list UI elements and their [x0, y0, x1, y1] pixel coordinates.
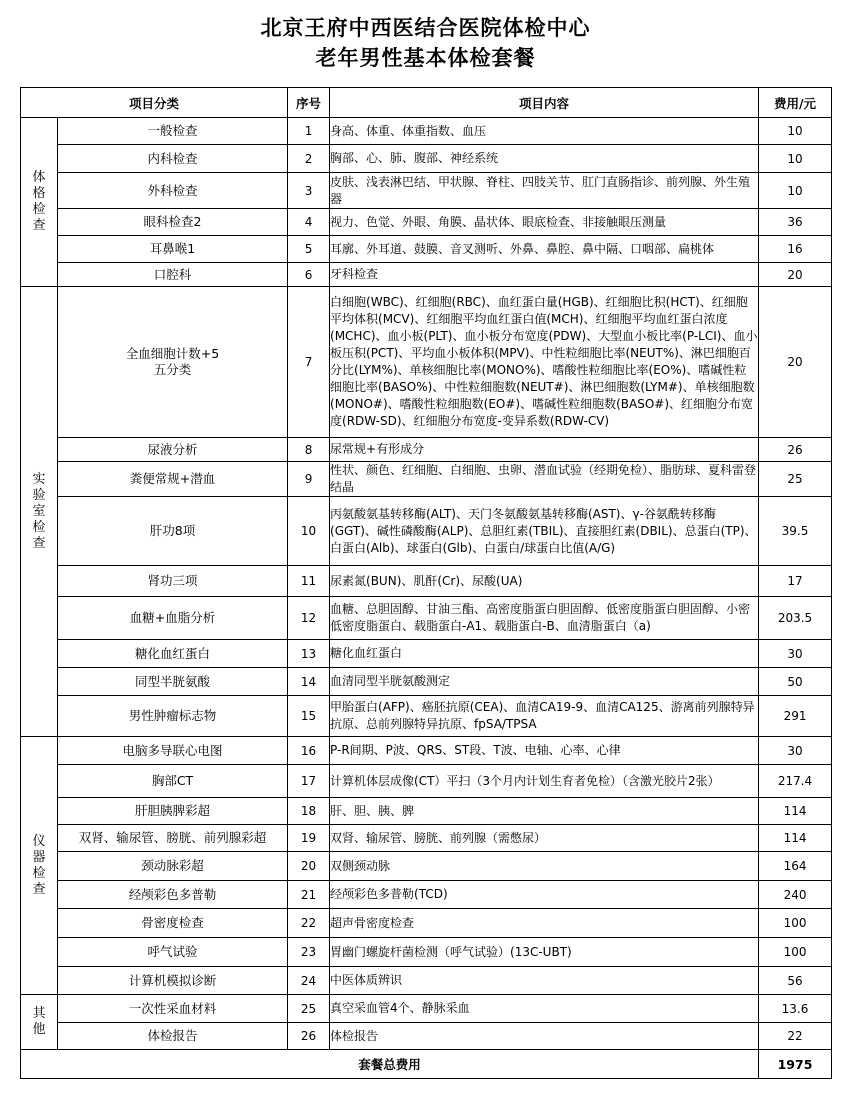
table-row — [21, 852, 832, 881]
item-seq: 5 — [288, 236, 330, 263]
table-row — [21, 497, 832, 566]
item-content: 体检报告 — [330, 1023, 759, 1050]
item-content: 双肾、输尿管、膀胱、前列腺（需憋尿） — [330, 825, 759, 852]
table-row — [21, 967, 832, 995]
item-seq: 15 — [288, 696, 330, 737]
table-row — [21, 287, 832, 438]
page-subtitle: 老年男性基本体检套餐 — [315, 46, 536, 70]
total-value: 1975 — [759, 1050, 832, 1079]
item-name: 一次性采血材料 — [58, 995, 288, 1023]
item-content: P-R间期、P波、QRS、ST段、T波、电轴、心率、心律 — [330, 737, 759, 765]
item-seq: 1 — [288, 118, 330, 145]
item-seq: 18 — [288, 798, 330, 825]
item-name: 耳鼻喉1 — [58, 236, 288, 263]
table-row — [21, 118, 832, 145]
item-fee: 203.5 — [759, 597, 832, 640]
item-seq: 3 — [288, 173, 330, 209]
item-content: 经颅彩色多普勒(TCD) — [330, 881, 759, 909]
item-fee: 114 — [759, 798, 832, 825]
item-fee: 10 — [759, 173, 832, 209]
item-name: 肾功三项 — [58, 566, 288, 597]
item-fee: 30 — [759, 640, 832, 668]
item-content: 甲胎蛋白(AFP)、癌胚抗原(CEA)、血清CA19-9、血清CA125、游离前列腺特异抗原、总前列腺特异抗原、fpSA/TPSA — [330, 696, 759, 737]
item-fee: 164 — [759, 852, 832, 881]
item-name: 粪便常规+潜血 — [58, 462, 288, 497]
item-name: 电脑多导联心电图 — [58, 737, 288, 765]
item-content: 尿素氮(BUN)、肌酐(Cr)、尿酸(UA) — [330, 566, 759, 597]
page-title: 北京王府中西医结合医院体检中心 — [260, 16, 591, 40]
table-row — [21, 995, 832, 1023]
table-header-row — [21, 88, 832, 118]
item-fee: 100 — [759, 938, 832, 967]
item-name: 外科检查 — [58, 173, 288, 209]
item-name: 计算机模拟诊断 — [58, 967, 288, 995]
item-seq: 21 — [288, 881, 330, 909]
item-content: 超声骨密度检查 — [330, 909, 759, 938]
item-fee: 36 — [759, 209, 832, 236]
item-name: 全血细胞计数+5 五分类 — [58, 287, 288, 438]
item-fee: 240 — [759, 881, 832, 909]
group-label-text: 实验室检查 — [32, 471, 46, 551]
header-fee: 费用/元 — [759, 88, 832, 118]
item-content: 丙氨酸氨基转移酶(ALT)、天门冬氨酸氨基转移酶(AST)、γ-谷氨酰转移酶(GGT)、碱性磷酸酶(ALP)、总胆红素(TBIL)、直接胆红素(DBIL)、总蛋白(TP)、白蛋白(Alb)、球蛋白(Glb)、白蛋白/球蛋白比值(A/G) — [330, 497, 759, 566]
item-fee: 114 — [759, 825, 832, 852]
item-fee: 100 — [759, 909, 832, 938]
item-name: 口腔科 — [58, 263, 288, 287]
header-category: 项目分类 — [21, 88, 288, 118]
item-fee: 13.6 — [759, 995, 832, 1023]
item-fee: 56 — [759, 967, 832, 995]
item-fee: 39.5 — [759, 497, 832, 566]
item-seq: 25 — [288, 995, 330, 1023]
item-seq: 24 — [288, 967, 330, 995]
table-row — [21, 236, 832, 263]
item-seq: 19 — [288, 825, 330, 852]
item-seq: 7 — [288, 287, 330, 438]
item-seq: 9 — [288, 462, 330, 497]
item-fee: 25 — [759, 462, 832, 497]
table-row — [21, 566, 832, 597]
item-content: 肝、胆、胰、脾 — [330, 798, 759, 825]
item-content: 皮肤、浅表淋巴结、甲状腺、脊柱、四肢关节、肛门直肠指诊、前列腺、外生殖器 — [330, 173, 759, 209]
table-row — [21, 438, 832, 462]
table-row — [21, 696, 832, 737]
item-seq: 17 — [288, 765, 330, 798]
group-label — [21, 995, 58, 1050]
item-seq: 12 — [288, 597, 330, 640]
item-name: 内科检查 — [58, 145, 288, 173]
item-fee: 22 — [759, 1023, 832, 1050]
item-content: 性状、颜色、红细胞、白细胞、虫卵、潜血试验（经期免检）、脂肪球、夏科雷登结晶 — [330, 462, 759, 497]
item-fee: 16 — [759, 236, 832, 263]
item-content: 糖化血红蛋白 — [330, 640, 759, 668]
item-name: 尿液分析 — [58, 438, 288, 462]
item-fee: 20 — [759, 263, 832, 287]
item-seq: 2 — [288, 145, 330, 173]
item-name: 肝胆胰脾彩超 — [58, 798, 288, 825]
item-name: 男性肿瘤标志物 — [58, 696, 288, 737]
header-content: 项目内容 — [330, 88, 759, 118]
item-content: 尿常规+有形成分 — [330, 438, 759, 462]
item-content: 血清同型半胱氨酸测定 — [330, 668, 759, 696]
item-name: 糖化血红蛋白 — [58, 640, 288, 668]
item-fee: 50 — [759, 668, 832, 696]
total-row — [21, 1050, 832, 1079]
package-table — [20, 87, 832, 1079]
item-seq: 16 — [288, 737, 330, 765]
table-row — [21, 881, 832, 909]
item-content: 中医体质辨识 — [330, 967, 759, 995]
header-seq: 序号 — [288, 88, 330, 118]
item-name: 血糖+血脂分析 — [58, 597, 288, 640]
item-content: 牙科检查 — [330, 263, 759, 287]
table-row — [21, 209, 832, 236]
item-seq: 11 — [288, 566, 330, 597]
table-row — [21, 263, 832, 287]
item-name: 颈动脉彩超 — [58, 852, 288, 881]
total-label: 套餐总费用 — [21, 1050, 759, 1079]
item-content: 身高、体重、体重指数、血压 — [330, 118, 759, 145]
table-row — [21, 668, 832, 696]
table-row — [21, 765, 832, 798]
item-name: 同型半胱氨酸 — [58, 668, 288, 696]
item-name: 骨密度检查 — [58, 909, 288, 938]
item-seq: 8 — [288, 438, 330, 462]
item-name: 眼科检查2 — [58, 209, 288, 236]
group-label — [21, 287, 58, 737]
item-fee: 26 — [759, 438, 832, 462]
item-seq: 14 — [288, 668, 330, 696]
table-row — [21, 173, 832, 209]
item-name: 肝功8项 — [58, 497, 288, 566]
item-seq: 6 — [288, 263, 330, 287]
table-row — [21, 938, 832, 967]
item-seq: 10 — [288, 497, 330, 566]
table-row — [21, 798, 832, 825]
group-label-text: 仪器检查 — [32, 833, 46, 897]
item-content: 白细胞(WBC)、红细胞(RBC)、血红蛋白量(HGB)、红细胞比积(HCT)、红细胞平均体积(MCV)、红细胞平均血红蛋白值(MCH)、红细胞平均血红蛋白浓度(MCHC)、血小板(PLT)、血小板分布宽度(PDW)、大型血小板比率(P-LCI)、血小板压积(PCT)、平均血小板体积(MPV)、中性粒细胞比率(NEUT%)、淋巴细胞百分比(LYM%)、单核细胞比率(MONO%)、嗜酸性粒细胞比率(EO%)、嗜碱性粒细胞比率(BASO%)、中性粒细胞数(NEUT#)、淋巴细胞数(LYM#)、单核细胞数(MONO#)、嗜酸性粒细胞数(EO#)、嗜碱性粒细胞数(BASO#)、红细胞分布宽度(RDW-SD)、红细胞分布宽度-变异系数(RDW-CV) — [330, 287, 759, 438]
item-content: 真空采血管4个、静脉采血 — [330, 995, 759, 1023]
group-label-text: 其他 — [32, 1006, 46, 1037]
item-fee: 17 — [759, 566, 832, 597]
table-row — [21, 909, 832, 938]
table-row — [21, 737, 832, 765]
item-name: 一般检查 — [58, 118, 288, 145]
item-seq: 4 — [288, 209, 330, 236]
item-content: 血糖、总胆固醇、甘油三酯、高密度脂蛋白胆固醇、低密度脂蛋白胆固醇、小密低密度脂蛋白、载脂蛋白-A1、载脂蛋白-B、血清脂蛋白（a) — [330, 597, 759, 640]
item-seq: 22 — [288, 909, 330, 938]
item-content: 计算机体层成像(CT）平扫（3个月内计划生育者免检）（含激光胶片2张） — [330, 765, 759, 798]
table-row — [21, 462, 832, 497]
item-fee: 217.4 — [759, 765, 832, 798]
item-fee: 30 — [759, 737, 832, 765]
item-fee: 10 — [759, 118, 832, 145]
item-content: 双侧颈动脉 — [330, 852, 759, 881]
item-content: 耳廓、外耳道、鼓膜、音叉测听、外鼻、鼻腔、鼻中隔、口咽部、扁桃体 — [330, 236, 759, 263]
group-label — [21, 118, 58, 287]
item-content: 视力、色觉、外眼、角膜、晶状体、眼底检查、非接触眼压测量 — [330, 209, 759, 236]
item-seq: 20 — [288, 852, 330, 881]
table-row — [21, 597, 832, 640]
item-name: 体检报告 — [58, 1023, 288, 1050]
item-content: 胃幽门螺旋杆菌检测（呼气试验）(13C-UBT) — [330, 938, 759, 967]
item-fee: 291 — [759, 696, 832, 737]
item-name: 双肾、输尿管、膀胱、前列腺彩超 — [58, 825, 288, 852]
item-name: 胸部CT — [58, 765, 288, 798]
table-row — [21, 825, 832, 852]
item-name: 呼气试验 — [58, 938, 288, 967]
item-fee: 20 — [759, 287, 832, 438]
table-row — [21, 640, 832, 668]
group-label-text: 体格检查 — [32, 170, 46, 233]
item-seq: 13 — [288, 640, 330, 668]
group-label — [21, 737, 58, 995]
item-seq: 26 — [288, 1023, 330, 1050]
item-seq: 23 — [288, 938, 330, 967]
item-name: 经颅彩色多普勒 — [58, 881, 288, 909]
table-row — [21, 1023, 832, 1050]
item-content: 胸部、心、肺、腹部、神经系统 — [330, 145, 759, 173]
table-row — [21, 145, 832, 173]
item-fee: 10 — [759, 145, 832, 173]
